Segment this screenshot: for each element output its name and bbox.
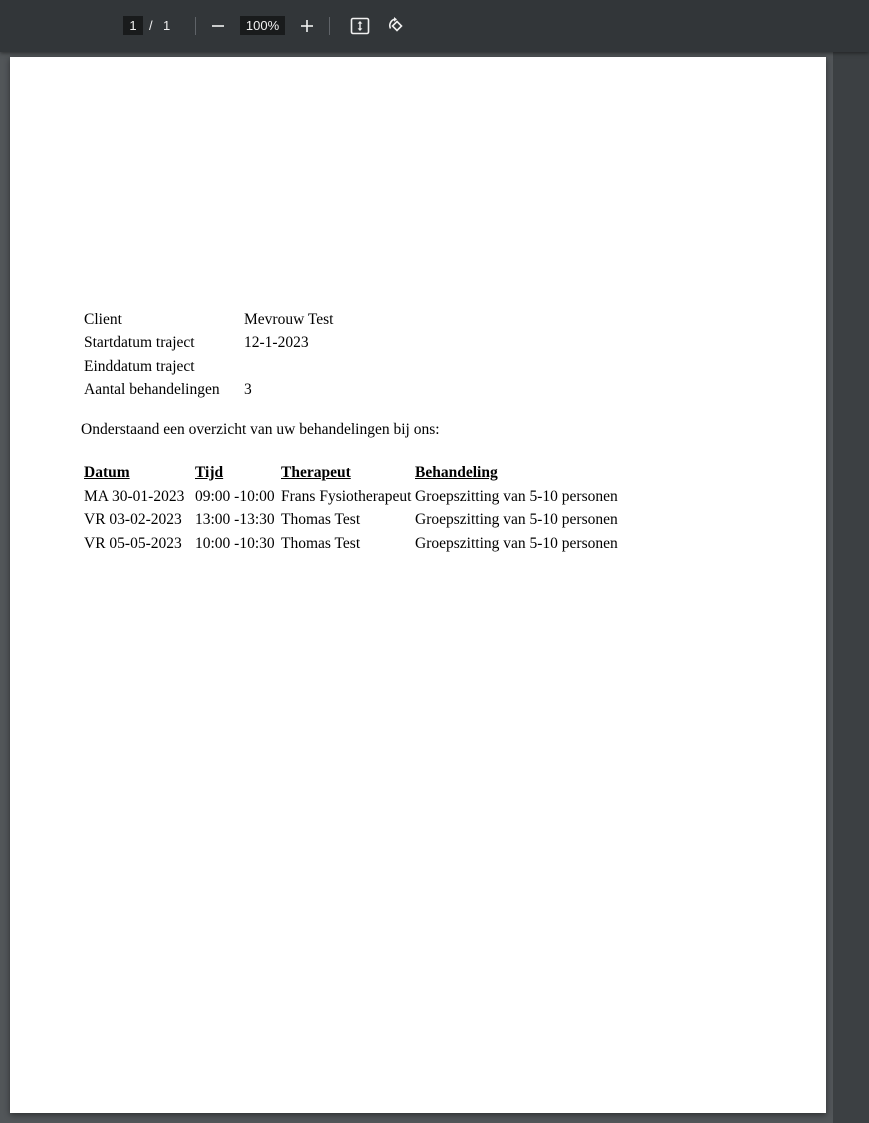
cell-treatment: Groepszitting van 5-10 personen: [415, 487, 618, 505]
start-date-value: 12-1-2023: [244, 334, 309, 352]
zoom-in-button[interactable]: [293, 12, 321, 40]
cell-time: 10:00 -10:30: [195, 534, 275, 552]
cell-treatment: Groepszitting van 5-10 personen: [415, 534, 618, 552]
page-total: 1: [163, 18, 171, 33]
header-treatment: Behandeling: [415, 464, 498, 481]
zoom-out-button[interactable]: [204, 12, 232, 40]
client-label: Client: [84, 310, 122, 328]
page-number-input[interactable]: 1: [123, 16, 143, 35]
rotate-button[interactable]: [382, 12, 410, 40]
header-time: Tijd: [195, 464, 224, 481]
treatment-count-row: [84, 379, 333, 403]
cell-therapist: Thomas Test: [281, 511, 361, 529]
end-date-row: [84, 355, 333, 379]
pdf-toolbar: [0, 0, 869, 52]
zoom-level-input[interactable]: 100%: [240, 16, 285, 35]
client-row: [84, 308, 333, 332]
cell-therapist: Frans Fysiotherapeut: [281, 487, 412, 505]
start-date-label: Startdatum traject: [84, 334, 195, 352]
end-date-value: [244, 355, 333, 379]
header-therapist: Therapeut: [281, 464, 351, 481]
client-value: Mevrouw Test: [244, 310, 334, 328]
pdf-page: [10, 57, 826, 1113]
cell-time: 13:00 -13:30: [195, 511, 275, 529]
cell-date: MA 30-01-2023: [84, 487, 185, 505]
fit-to-page-button[interactable]: [346, 12, 374, 40]
cell-date: VR 05-05-2023: [84, 534, 182, 552]
table-row: [84, 509, 625, 533]
fit-page-icon: [350, 17, 370, 35]
cell-time: 09:00 -10:00: [195, 487, 275, 505]
page-separator: /: [149, 18, 153, 33]
start-date-row: [84, 332, 333, 356]
client-info-table: [84, 308, 333, 402]
appointments-table: [84, 461, 625, 556]
minus-icon: [211, 19, 225, 33]
toolbar-divider: [195, 17, 196, 35]
cell-treatment: Groepszitting van 5-10 personen: [415, 511, 618, 529]
treatment-count-label: Aantal behandelingen: [84, 381, 220, 399]
cell-date: VR 03-02-2023: [84, 511, 182, 529]
header-date: Datum: [84, 464, 130, 481]
treatment-count-value: 3: [244, 381, 252, 399]
table-row: [84, 485, 625, 509]
rotate-icon: [386, 16, 406, 36]
viewer-scroll-gutter: [833, 52, 869, 1123]
plus-icon: [300, 19, 314, 33]
table-header-row: [84, 461, 625, 485]
end-date-label: Einddatum traject: [84, 357, 195, 375]
cell-therapist: Thomas Test: [281, 534, 361, 552]
table-row: [84, 532, 625, 556]
toolbar-divider: [329, 17, 330, 35]
intro-text: Onderstaand een overzicht van uw behandelingen bij ons:: [81, 421, 440, 438]
